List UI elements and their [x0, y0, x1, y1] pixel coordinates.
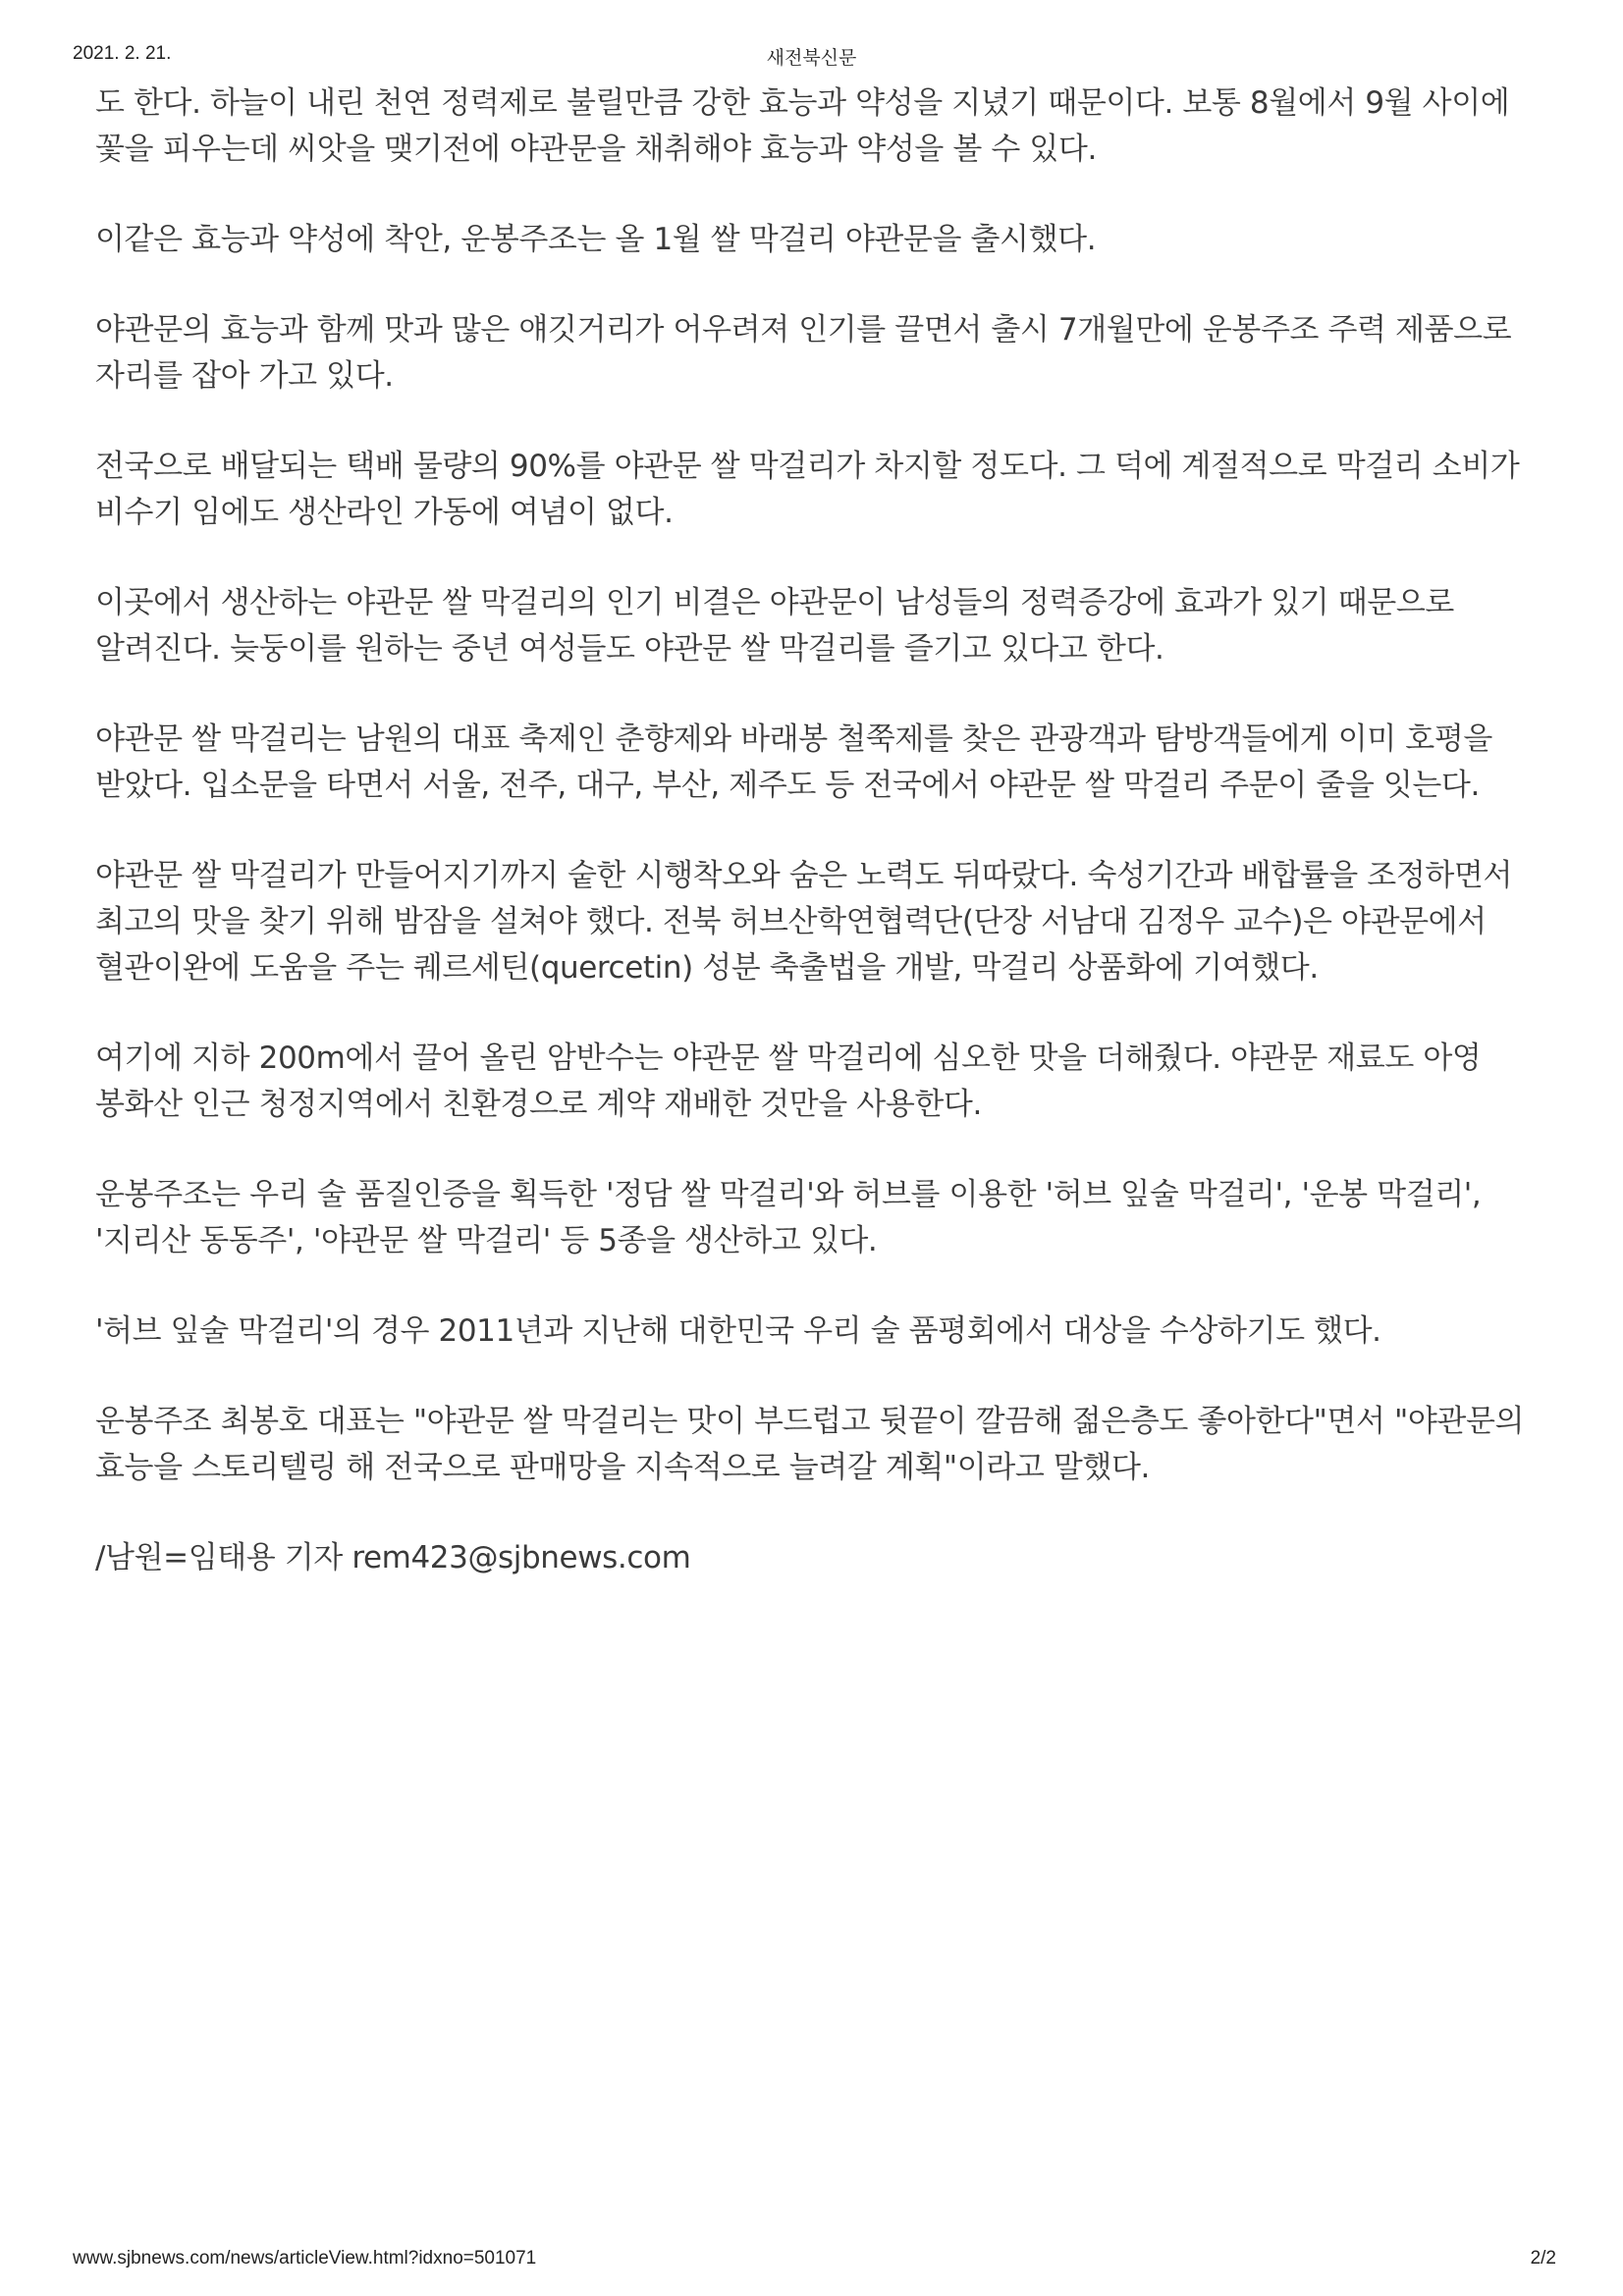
article-paragraph-4: 전국으로 배달되는 택배 물량의 90%를 야관문 쌀 막걸리가 차지할 정도다. 그 덕에 계절적으로 막걸리 소비가 비수기 임에도 생산라인 가동에 여념이 없다. — [95, 449, 1520, 530]
article-paragraph-10: '허브 잎술 막걸리'의 경우 2011년과 지난해 대한민국 우리 술 품평회에서 대상을 수상하기도 했다. — [95, 1313, 1381, 1349]
article-paragraph-8: 여기에 지하 200m에서 끌어 올린 암반수는 야관문 쌀 막걸리에 심오한 맛을 더해줬다. 야관문 재료도 아영 봉화산 인근 청정지역에서 친환경으로 계약 재배한 것만을 사용한다. — [95, 1041, 1482, 1122]
print-header — [0, 43, 1623, 69]
print-date: 2021. 2. 21. — [73, 43, 172, 64]
article-paragraph-1: 도 한다. 하늘이 내린 천연 정력제로 불릴만큼 강한 효능과 약성을 지녔기 때문이다. 보통 8월에서 9월 사이에 꽃을 피우는데 씨앗을 맺기전에 야관문을 채취해야 효능과 약성을 볼 수 있다. — [95, 85, 1510, 167]
article-paragraph-5: 이곳에서 생산하는 야관문 쌀 막걸리의 인기 비결은 야관문이 남성들의 정력증강에 효과가 있기 때문으로 알려진다. 늦둥이를 원하는 중년 여성들도 야관문 쌀 막걸리를 즐기고 있다고 한다. — [95, 585, 1454, 667]
reporter-byline: /남원=임태용 기자 rem423@sjbnews.com — [95, 1540, 691, 1575]
page-url: www.sjbnews.com/news/articleView.html?idxno=501071 — [73, 2248, 537, 2269]
page-number: 2/2 — [1530, 2248, 1556, 2269]
print-footer — [0, 2248, 1623, 2273]
article-paragraph-7: 야관문 쌀 막걸리가 만들어지기까지 숱한 시행착오와 숨은 노력도 뒤따랐다. 숙성기간과 배합률을 조정하면서 최고의 맛을 찾기 위해 밤잠을 설쳐야 했다. 전북 허브산학연협력단(단장 서남대 김정우 교수)은 야관문에서 혈관이완에 도움을 주는 퀘르세틴(quercetin) 성분 축출법을 개발, 막걸리 상품화에 기여했다. — [95, 858, 1513, 986]
site-name: 새전북신문 — [766, 48, 857, 69]
article-paragraph-11: 운봉주조 최봉호 대표는 "야관문 쌀 막걸리는 맛이 부드럽고 뒷끝이 깔끔해 젊은층도 좋아한다"면서 "야관문의 효능을 스토리텔링 해 전국으로 판매망을 지속적으로 늘려갈 계획"이라고 말했다. — [95, 1404, 1525, 1485]
article-paragraph-2: 이같은 효능과 약성에 착안, 운봉주조는 올 1월 쌀 막걸리 야관문을 출시했다. — [95, 222, 1097, 257]
article-paragraph-3: 야관문의 효능과 함께 맛과 많은 얘깃거리가 어우려져 인기를 끌면서 출시 7개월만에 운봉주조 주력 제품으로 자리를 잡아 가고 있다. — [95, 312, 1512, 394]
article-body — [95, 80, 1539, 1581]
article-paragraph-6: 야관문 쌀 막걸리는 남원의 대표 축제인 춘향제와 바래봉 철쭉제를 찾은 관광객과 탐방객들에게 이미 호평을 받았다. 입소문을 타면서 서울, 전주, 대구, 부산, 제주도 등 전국에서 야관문 쌀 막걸리 주문이 줄을 잇는다. — [95, 721, 1492, 803]
article-paragraph-9: 운봉주조는 우리 술 품질인증을 획득한 '정담 쌀 막걸리'와 허브를 이용한 '허브 잎술 막걸리', '운봉 막걸리', '지리산 동동주', '야관문 쌀 막걸리' 등 5종을 생산하고 있다. — [95, 1177, 1482, 1258]
